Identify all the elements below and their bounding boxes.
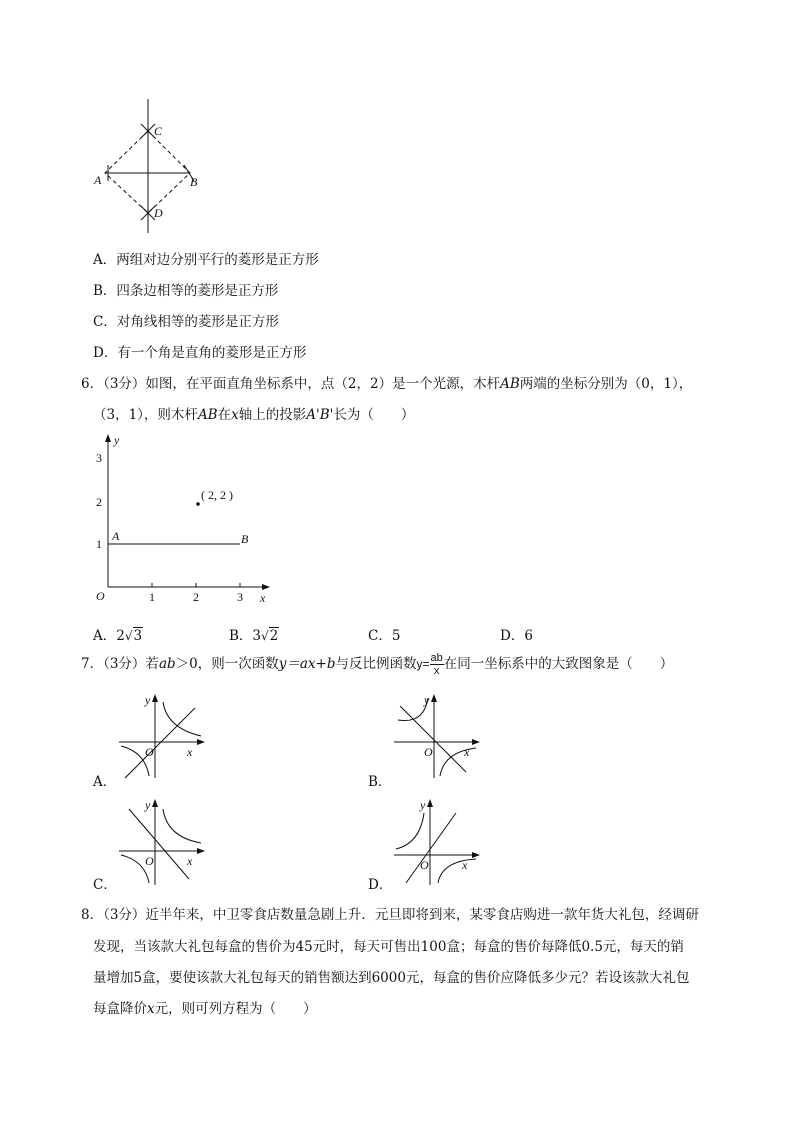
x-label: x	[187, 854, 193, 868]
x-label: x	[187, 745, 193, 759]
q7-stem: 7．（3分）若ab＞0，则一次函数y＝ax+b与反比例函数y= $\frac{ab}{x}$ 在同一坐标系中的大致图象是（ ）	[81, 652, 674, 677]
q6-option-a: A．2√3	[93, 628, 143, 644]
y-tick-label-3: 3	[96, 451, 102, 465]
label-a: A	[94, 173, 102, 187]
q5-option-c: C．对角线相等的菱形是正方形	[93, 314, 279, 330]
light-source-label: ( 2, 2 )	[201, 488, 233, 502]
y-axis-arrow	[152, 799, 158, 807]
label-d: D	[154, 206, 163, 220]
q7-option-b: B．	[368, 774, 392, 790]
y-axis-arrow	[152, 694, 158, 702]
y-axis-arrow	[427, 799, 433, 807]
hyperbola-branch-1	[163, 702, 201, 736]
x-axis-arrow	[197, 739, 205, 745]
y-tick-label-2: 2	[96, 495, 102, 509]
q6-stem-line1: 6．（3分）如图，在平面直角坐标系中，点（2，2）是一个光源，木杆AB两端的坐标分别为（0，1），	[81, 376, 693, 392]
y-tick-label-1: 1	[96, 537, 102, 551]
x-axis-label: x	[260, 591, 266, 605]
y-label: y	[420, 798, 426, 812]
light-source-point	[196, 502, 200, 506]
origin-label: O	[96, 589, 105, 603]
q7-graph-b	[390, 690, 482, 780]
origin-label: O	[145, 745, 154, 759]
q5-option-d: D．有一个角是直角的菱形是正方形	[93, 345, 307, 361]
q6-option-b: B．3√2	[229, 628, 279, 644]
x-axis-arrow	[472, 739, 480, 745]
x-axis-arrow	[472, 852, 480, 858]
line	[125, 708, 195, 778]
rhombus-construction-figure	[90, 95, 210, 235]
x-tick-label-1: 1	[149, 590, 155, 604]
q7-option-a: A．	[93, 774, 117, 790]
hyperbola-branch-2	[438, 859, 476, 883]
x-axis-arrow	[197, 848, 205, 854]
q7-graph-d	[390, 795, 482, 887]
q7-option-d: D．	[368, 877, 393, 893]
q5-option-b: B．四条边相等的菱形是正方形	[93, 283, 279, 299]
q5-option-a: A．两组对边分别平行的菱形是正方形	[93, 252, 319, 268]
hyperbola-branch-1	[163, 809, 201, 843]
hyperbola-branch-1	[396, 813, 424, 849]
q6-coordinate-figure	[88, 430, 278, 610]
q7-option-c: C．	[93, 877, 117, 893]
x-label: x	[464, 745, 470, 759]
hyperbola-branch-2	[440, 748, 476, 776]
q7-fraction: $\frac{ab}{x}$	[430, 652, 443, 677]
origin-label: O	[424, 745, 433, 759]
y-axis-arrow	[431, 694, 437, 702]
q6-option-c: C．5	[368, 628, 401, 644]
y-axis-label: y	[114, 433, 120, 447]
label-c: C	[154, 124, 163, 138]
origin-label: O	[145, 854, 154, 868]
q7-graph-a	[115, 690, 207, 780]
q6-option-d: D．6	[500, 628, 533, 644]
q8-stem-line4: 每盒降价x元，则可列方程为（ ）	[93, 1001, 317, 1017]
y-label: y	[145, 798, 151, 812]
line	[129, 809, 189, 879]
line	[406, 813, 456, 883]
label-b: B	[190, 175, 198, 189]
y-axis-arrow	[105, 434, 111, 442]
line	[400, 706, 466, 772]
x-axis-arrow	[262, 584, 270, 590]
point-b-label: B	[241, 532, 249, 546]
origin-label: O	[420, 858, 429, 872]
y-label: y	[424, 693, 430, 707]
y-label: y	[145, 693, 151, 707]
q6-stem-line2: （3，1），则木杆AB在x轴上的投影A'B'长为（ ）	[93, 407, 415, 423]
q8-stem-line1: 8．（3分）近半年来，中卫零食店数量急剧上升．元旦即将到来，某零食店购进一款年货大礼包，经调研	[81, 907, 699, 923]
point-a-label: A	[112, 529, 120, 543]
x-tick-label-3: 3	[237, 590, 243, 604]
q7-graph-c	[115, 795, 207, 887]
x-tick-label-2: 2	[193, 590, 199, 604]
q8-stem-line3: 量增加5盒，要使该款大礼包每天的销售额达到6000元，每盒的售价应降低多少元？若设该款大礼包	[93, 970, 690, 986]
x-label: x	[462, 858, 468, 872]
q8-stem-line2: 发现，当该款大礼包每盒的售价为45元时，每天可售出100盒；每盒的售价每降低0.5元，每天的销	[93, 939, 684, 955]
